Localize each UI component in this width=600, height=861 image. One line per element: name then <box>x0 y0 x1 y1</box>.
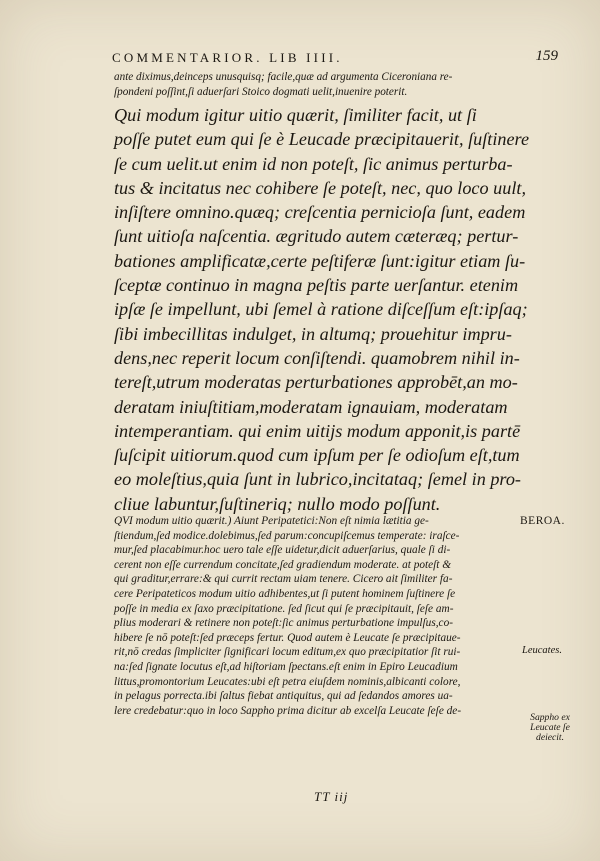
text-line: poſſe in media ex ſaxo præcipitatione. ſed ſicut qui ſe præcipitauit, ſeſe am- <box>114 602 454 615</box>
running-head: COMMENTARIOR. LIB IIII. <box>112 50 343 65</box>
margin-note-beroa: BEROA. <box>520 515 565 527</box>
text-line: ſunt uitioſa naſcentia. ægritudo autem cæteræq; pertur- <box>114 226 519 247</box>
text-line: tereſt,utrum moderatas perturbationes approbēt,an mo- <box>114 372 518 393</box>
margin-note-leucates: Leucates. <box>522 645 562 656</box>
margin-note-sappho <box>528 713 572 743</box>
text-line: cere Peripateticos modum uitio adhibentes,ut ſi putent hominem ſuſtinere ſe <box>114 587 456 600</box>
text-line: poſſe putet eum qui ſe è Leucade præcipitauerit, ſuſtinere <box>114 129 530 150</box>
text-line: lere credebatur:quo in loco Sappho prima dicitur ab excelſa Leucate ſeſe de- <box>114 704 462 717</box>
text-line: ſe cum uelit.ut enim id non poteſt, ſic animus perturba- <box>114 153 513 174</box>
carry-over-commentary <box>114 70 514 99</box>
text-line: tus & incitatus nec cohibere ſe poteſt, nec, quo loco uult, <box>114 177 526 198</box>
page-number: 159 <box>535 48 558 64</box>
margin-note-line: deiecit. <box>536 732 564 743</box>
text-line: ſuſcipit uitiorum.quod cum ipſum per ſe odioſum eſt,tum <box>114 445 520 466</box>
text-line: rit,nō credas ſimpliciter ſignificari locum editum,ex quo præcipitatior ſit rui- <box>114 646 461 659</box>
text-line: plius moderari & retinere non poteſt:ſic animus perturbatione impulſus,co- <box>114 617 453 630</box>
text-line: qui graditur,errare:& qui currit rectam uiam tenere. Cicero ait ſimiliter fa- <box>114 573 453 586</box>
text-line: mur,ſed placabimur.hoc uero tale eſſe uidetur,dicit aduerſarius, quale ſi di- <box>114 544 451 557</box>
margin-note-line: Sappho ex <box>530 712 570 723</box>
text-line: cliue labuntur,ſuſtineriq; nullo modo poſſunt. <box>114 493 441 514</box>
text-line: na:ſed ſignate locutus eſt,ad hiſtoriam ſpectans.eſt enim in Epiro Leucadium <box>114 660 458 673</box>
margin-note-line: Leucate ſe <box>530 722 570 733</box>
text-line: QVI modum uitio quærit.) Aiunt Peripatetici:Non eſt nimia lætitia ge- <box>114 515 429 527</box>
text-line: cerent non eſſe currendum concitate,ſed gradiendum moderate. at poteſt & <box>114 558 452 571</box>
text-line: ſibi imbecillitas indulget, in altumq; prouehitur impru- <box>114 323 512 344</box>
text-line: ſpondeni poſſint,ſi aduerſari Stoico dogmati uelit,inuenire poterit. <box>114 85 408 98</box>
text-line: hibere ſe nō poteſt:ſed præceps fertur. Quod autem è Leucate ſe præcipitaue- <box>114 631 461 644</box>
text-line: in pelagus porrecta.ibi ſaltus fiebat antiquitus, qui ad ſedandos amores ua- <box>114 690 453 703</box>
commentary-block <box>114 514 520 718</box>
text-line: inſiſtere omnino.quæq; creſcentia pernicioſa ſunt, eadem <box>114 202 526 223</box>
page-header <box>112 48 562 70</box>
text-line: littus,promontorium Leucates:ubi eſt petra eiuſdem nominis,albicanti colore, <box>114 675 461 688</box>
text-line: Qui modum igitur uitio quærit, ſimiliter facit, ut ſi <box>114 105 477 125</box>
signature-mark: TT iij <box>314 789 349 804</box>
text-line: ipſæ ſe impellunt, ubi ſemel à ratione diſceſſum eſt:ipſaq; <box>114 299 528 320</box>
text-line: dens,nec reperit locum conſiſtendi. quamobrem nihil in- <box>114 347 520 368</box>
text-line: bationes amplificatæ,certe peſtiferæ ſunt:igitur etiam ſu- <box>114 250 526 271</box>
main-text-block <box>114 103 554 516</box>
text-line: eo moleſtius,quia ſunt in lubrico,incitataq; ſemel in pro- <box>114 469 521 490</box>
text-line: intemperantiam. qui enim uitijs modum apponit,is partē <box>114 420 521 441</box>
text-line: ſceptæ continuo in magna peſtis parte uerſantur. etenim <box>114 275 519 296</box>
text-line: deratam iniuſtitiam,moderatam ignauiam, moderatam <box>114 396 508 417</box>
text-line: ante diximus,deinceps unusquisq; facile,quæ ad argumenta Ciceroniana re- <box>114 71 453 83</box>
text-line: ſtiendum,ſed modice.dolebimus,ſed parum:concupiſcemus temperate: iraſce- <box>114 529 460 542</box>
